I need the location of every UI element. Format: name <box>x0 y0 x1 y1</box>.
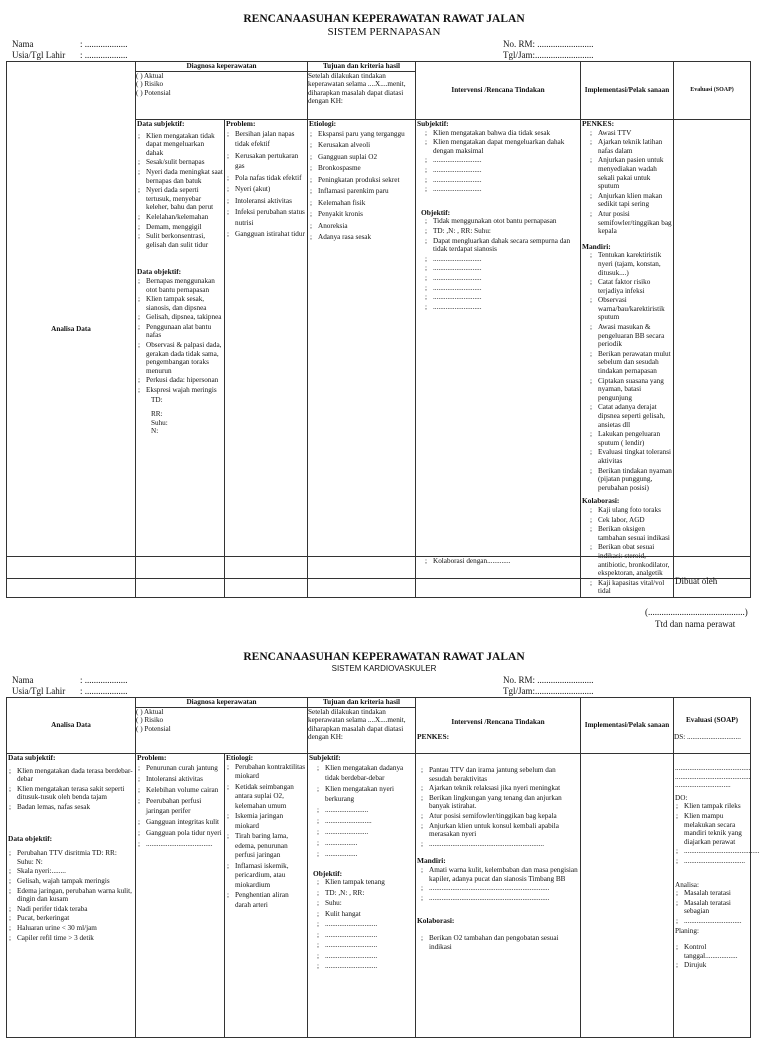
list-item: ; Nyeri (akut) <box>235 184 306 195</box>
signature-line[interactable]: (...........................................) <box>645 607 748 617</box>
form2-tujuan-intro: Setelah dilakukan tindakan keperawatan selama ....X....menit, diharapkan masalah dapat diatasi dengan KH: <box>308 707 406 742</box>
list-item: ; Perkusi dada: hipersonan <box>146 376 223 385</box>
form1-tujuan-intro: Setelah dilakukan tindakan keperawatan selama ....X....menit, diharapkan masalah dapat diatasi dengan KH: <box>308 71 406 106</box>
list-item: ; Sesak/sulit bernapas <box>146 158 223 167</box>
form1-diag-potensial[interactable]: ( ) Potensial <box>136 88 171 97</box>
list-item: ; Amati warna kulit, kelembaban dan masa pengisian kapiler, adanya pucat dan sianosis Timbang BB <box>429 866 579 883</box>
list-item: ; Tentukan karektiristik nyeri (tajam, konstan, ditusuk....) <box>598 251 672 277</box>
form1-usia-value[interactable]: : ................... <box>80 50 128 60</box>
list-item: ; Demam, menggigil <box>146 223 223 232</box>
table-cell[interactable] <box>136 557 225 579</box>
form2-implementasi-cell[interactable] <box>581 754 674 1038</box>
form1-head-tujuan: Tujuan dan kriteria hasil <box>308 62 415 72</box>
list-item: ; Penyakit kronis <box>318 209 414 220</box>
form2-rm[interactable]: No. RM: ......................... <box>503 675 594 685</box>
form2-eval-ds-dots[interactable]: ............................... <box>675 781 731 790</box>
list-item: ; Pola nafas tidak efektif <box>235 173 306 184</box>
form2-kolab-head: Kolaborasi: <box>417 916 455 926</box>
list-item: ; Anjurkan klien makan sedikit tapi sering <box>598 192 672 209</box>
list-item[interactable]: ; Masalah teratasi <box>684 889 749 898</box>
list-item[interactable]: ; ................................................................ <box>429 840 579 849</box>
form2-eval-analisa: Analisa: <box>675 880 699 889</box>
form2-etiologi-head: Etiologi: <box>226 753 254 762</box>
form1-implementasi-cell[interactable] <box>674 120 751 598</box>
form2-usia-value[interactable]: : ................... <box>80 686 128 696</box>
list-item[interactable]: ; .................................. <box>684 857 749 866</box>
list-item: ; Cek labor, AGD <box>598 516 672 525</box>
list-item: ; Klien tampak tenang <box>325 878 414 888</box>
list-item: ; Ekspansi paru yang terganggu <box>318 129 414 140</box>
list-item[interactable]: ; ............................. <box>325 962 414 972</box>
form1-penkes-head: PENKES: <box>582 119 615 128</box>
form2-subj-head: Subjektif: <box>309 753 341 762</box>
list-item: ; Infeksi perubahan status nutrisi <box>235 207 306 228</box>
list-item: ; TD: ,N: , RR: Suhu: <box>433 227 579 236</box>
form1-head-diagnosa-cell <box>136 62 308 120</box>
list-item: ; Berikan O2 tambahan dan pengobatan sesuai indikasi <box>429 934 579 951</box>
list-item: ; Klien mengatakan dapat mengeluarkan dahak dengan maksimal <box>433 138 579 155</box>
list-item: ; Kerusakan alveoli <box>318 140 414 151</box>
form1-problem-head: Problem: <box>226 119 256 128</box>
list-item: ; Anjurkan pasien untuk menyediakan wadah sekali pakai untuk sputum <box>598 156 672 190</box>
form1-ds-head: Data subjektif: <box>137 119 185 128</box>
vital-n: N: <box>151 427 159 436</box>
form2-penkes-head: PENKES: <box>417 731 450 741</box>
list-item: ; Awasi masukan & pengeluaran BB secara periodik <box>598 323 672 349</box>
list-item: ; Catat faktor risiko terjadiya infeksi <box>598 278 672 295</box>
form1-rm[interactable]: No. RM: ......................... <box>503 39 594 49</box>
list-item[interactable]: ; ..................................... <box>146 839 223 849</box>
list-item: ; TD: ,N: , RR: <box>325 889 414 899</box>
list-item: ; Gelisah, dipsnea, takipnea <box>146 313 223 322</box>
list-item[interactable]: ; ............................. <box>325 952 414 962</box>
form1-nama-label: Nama <box>12 39 34 49</box>
list-item: ; Nyeri dada seperti tertusuk, menyebar keleher, bahu dan perut <box>146 186 223 212</box>
list-item: ; Kaji ulang foto toraks <box>598 506 672 515</box>
list-item: ; Klien mengatakan dadanya tidak berdebar-debar <box>325 763 414 783</box>
list-item: ; Bernapas menggunakan otot bantu pernapasan <box>146 277 223 294</box>
list-item: ; Gelisah, wajah tampak meringis <box>17 877 134 886</box>
form2-subtitle: SISTEM KARDIOVASKULER <box>331 664 437 673</box>
form2-do-head: Data objektif: <box>8 833 53 843</box>
form2-head-implementasi: Implementasi/Pelak sanaan <box>581 698 674 754</box>
list-item: ; Haluaran urine < 30 ml/jam <box>17 924 134 933</box>
list-item[interactable]: ; ........................ <box>325 827 414 837</box>
vital-td: TD: <box>151 395 163 404</box>
list-item[interactable]: ; Masalah teratasi sebagian <box>684 899 749 916</box>
form2-nama-label: Nama <box>12 675 34 685</box>
vital-suhu: Suhu: <box>151 418 168 427</box>
list-item: ; Berikan tindakan nyaman (pijatan punggung, perubahan posisi) <box>598 467 672 493</box>
list-item: ; Pantau TTV dan irama jantung sebelum dan sesudah beraktivitas <box>429 766 579 783</box>
list-item[interactable]: ; ........................... <box>433 284 579 293</box>
list-item[interactable]: ; ........................ <box>325 805 414 815</box>
form1-nama-value[interactable]: : ................... <box>80 39 128 49</box>
form1-usia-label: Usia/Tgl Lahir <box>12 50 66 60</box>
form2-ds-head: Data subjektif: <box>8 753 56 762</box>
list-item: ; Klien tampak rileks <box>684 802 749 811</box>
form2-head-diagnosa: Diagnosa keperawatan <box>136 698 307 708</box>
list-item: ; Pucat, berkeringat <box>17 914 134 923</box>
list-item: ; Iskemia jaringan miokard <box>235 812 306 831</box>
list-item[interactable]: ; ........................... <box>433 274 579 283</box>
list-item: ; Suhu: <box>325 899 414 909</box>
list-item: ; Capiler refil time > 3 detik <box>17 934 134 943</box>
list-item: ; Bronkospasme <box>318 163 414 174</box>
form2-eval-ds-dots[interactable]: .......................................... <box>675 772 751 781</box>
form1-title: RENCANAASUHAN KEPERAWATAN RAWAT JALAN <box>243 13 525 25</box>
form2-mandiri-head: Mandiri: <box>417 856 446 866</box>
list-item[interactable]: ; ........................... <box>433 176 579 185</box>
list-item: ; Intoleransi aktivitas <box>235 196 306 207</box>
form1-continuation-table <box>6 556 751 579</box>
list-item: ; Perubahan TTV disritmia TD: RR: Suhu: N: <box>17 849 134 866</box>
list-item: ; Penggunaan alat bantu nafas <box>146 323 223 340</box>
list-item: ; Kerusakan pertukaran gas <box>235 151 306 172</box>
list-item[interactable]: ; ................................................................... <box>429 894 579 903</box>
list-item: ; Klien mengatakan tidak dapat mengeluarkan dahak <box>146 132 223 158</box>
form1-intervensi-cell <box>581 120 674 598</box>
list-item: ; Gangguan integritas kulit <box>146 817 223 827</box>
list-item: ; Skala nyeri:........ <box>17 867 134 876</box>
list-item: ; Peerubahan perfusi jaringan perifer <box>146 796 223 816</box>
list-item: ; Tidak menggunakan otot bantu pernapasan <box>433 217 579 226</box>
form2-etiologi-cell <box>225 754 308 1038</box>
list-item: ; Catat adanya derajat dipsnea seperti gelisah, ansietas dll <box>598 403 672 429</box>
list-item: ; Perubahan kontraktilitas miokard <box>235 763 306 782</box>
form2-evaluasi-cell <box>674 754 760 1038</box>
form1-care-table <box>6 61 751 598</box>
form1-do-head: Data objektif: <box>137 267 182 277</box>
list-item: ; Inflamasi parenkim paru <box>318 186 414 197</box>
list-item: ; Kelemahan fisik <box>318 198 414 209</box>
list-item[interactable]: ; ........................... <box>433 303 579 312</box>
form2-eval-do: DO: <box>675 793 688 802</box>
list-item: ; Kulit hangat <box>325 910 414 920</box>
list-item: ; Ketidak seimbangan antara suplai O2, kelemahan umum <box>235 783 306 812</box>
form2-head-evaluasi: Evaluasi (SOAP) <box>685 716 739 724</box>
form2-eval-ds[interactable]: DS: .............................. <box>674 732 741 741</box>
list-item: ; Klien tampak sesak, sianosis, dan dipsnea <box>146 295 223 312</box>
list-item: ; Lakukan pengeluaran sputum ( lendir) <box>598 430 672 447</box>
list-item: ; Evaluasi tingkat toleransi aktivitas <box>598 448 672 465</box>
list-item: ; Peningkatan produksi sekret <box>318 175 414 186</box>
form1-problem-cell <box>225 120 308 598</box>
form1-analisa-cell <box>136 120 225 598</box>
list-item: ; Intoleransi aktivitas <box>146 774 223 784</box>
list-item: ; Gangguan pola tidur nyeri <box>146 828 223 838</box>
list-item: ; Anoreksia <box>318 221 414 232</box>
list-item: ; Awasi TTV <box>598 129 672 138</box>
list-item: ; Berikan obat sesuai indikasi: steroid, antibiotic, bronkodilator, ekspektoran, analgetik <box>598 543 672 577</box>
form2-head-analisa: Analisa Data <box>7 698 136 754</box>
form2-analisa-cell <box>7 754 136 1038</box>
form1-kolab-head: Kolaborasi: <box>582 496 620 506</box>
form1-head-diagnosa: Diagnosa keperawatan <box>136 62 307 72</box>
list-item: ; Klien mengatakan bahwa dia tidak sesak <box>433 129 579 138</box>
list-item: ; Nyeri dada meningkat saat bernapas dan batuk <box>146 168 223 185</box>
list-item: ; Berikan oksigen tambahan sesuai indikasi <box>598 525 672 542</box>
list-item: ; Nadi perifer tidak teraba <box>17 905 134 914</box>
list-item[interactable]: ; ................................................................... <box>429 884 579 893</box>
list-item[interactable]: ; ........................... <box>433 185 579 194</box>
signature-label: Ttd dan nama perawat <box>655 619 736 629</box>
form2-head-diagnosa-cell <box>136 698 308 754</box>
list-item: ; Observasi warna/bau/karektiristik sputum <box>598 296 672 322</box>
list-item: ; Gangguan istirahat tidur <box>235 229 306 240</box>
list-item: ; Berikan perawatan mulut sebelum dan sesudah tindakan pernapasan <box>598 350 672 376</box>
list-item[interactable]: ; Dirujuk <box>684 961 749 970</box>
table-cell[interactable] <box>7 557 136 579</box>
list-item[interactable]: ; Kolaborasi dengan............. <box>433 557 579 566</box>
list-item: ; Adanya rasa sesak <box>318 232 414 243</box>
form2-title: RENCANAASUHAN KEPERAWATAN RAWAT JALAN <box>243 651 525 663</box>
list-item[interactable]: ; .......................................... <box>684 847 749 856</box>
list-item[interactable]: ; .................. <box>325 849 414 859</box>
list-item: ; Bersihan jalan napas tidak efektif <box>235 129 306 150</box>
form1-head-tujuan-cell <box>308 62 416 120</box>
list-item[interactable]: ; ........................... <box>433 156 579 165</box>
form1-etiologi-head: Etiologi: <box>309 119 337 128</box>
form2-diag-risiko[interactable]: ( ) Risiko <box>136 716 164 725</box>
form2-diag-potensial[interactable]: ( ) Potensial <box>136 724 171 733</box>
form2-eval-ds-dots[interactable]: .......................................... <box>675 764 751 772</box>
list-item[interactable]: ; ........................... <box>433 166 579 175</box>
list-item: ; Klien mengatakan nyeri berkurang <box>325 784 414 804</box>
list-item: ; Atur posisi semifowler/tinggikan bag kepala <box>598 210 672 236</box>
list-item[interactable]: ; Kontrol tanggal.................. <box>684 943 749 960</box>
list-item: ; Atur posisi semifowler/tinggikan bag kepala <box>429 812 579 821</box>
list-item[interactable]: ; .................. <box>325 838 414 848</box>
list-item[interactable]: ; .......................... <box>325 816 414 826</box>
form1-obj-head: Objektif: <box>421 207 451 217</box>
list-item: ; Dapat mengluarkan dahak secara sempurna dan tidak terdapat sianosis <box>433 237 579 254</box>
list-item: ; Ajarkan teknik latihan nafas dalam <box>598 138 672 155</box>
list-item[interactable]: ; ........................... <box>433 293 579 302</box>
form1-mandiri-head: Mandiri: <box>582 241 611 251</box>
form1-etiologi-cell <box>308 120 416 598</box>
signature-made-by: Dibuat oleh <box>675 576 718 586</box>
list-item: ; Badan lemas, nafas sesak <box>17 803 134 812</box>
list-item: ; Ciptakan suasana yang nyaman, batasi pengunjung <box>598 377 672 403</box>
form1-subj-head: Subjektif: <box>417 119 449 128</box>
list-item[interactable]: ; ........................... <box>433 255 579 264</box>
form2-diag-aktual[interactable]: ( ) Aktual <box>136 707 164 716</box>
form1-diag-aktual[interactable]: ( ) Aktual <box>136 71 164 80</box>
list-item[interactable]: ; ............................. <box>325 941 414 951</box>
list-item: ; Berikan lingkungan yang tenang dan anjurkan banyak istirahat. <box>429 794 579 811</box>
list-item: ; Kelelahan/kelemahan <box>146 213 223 222</box>
list-item: ; Klien mampu melakukan secara mandiri teknik yang diajarkan perawat <box>684 812 749 846</box>
vital-rr: RR: <box>151 410 163 419</box>
form2-intervensi-cell <box>416 754 581 1038</box>
list-item: ; Klien mengatakan dada terasa berdebar-debar <box>17 767 134 784</box>
table-cell[interactable] <box>308 557 416 579</box>
list-item: ; Ajarkan teknik relaksasi jika nyeri meningkat <box>429 784 579 793</box>
list-item: ; Observasi & palpasi dada, gerakan dada tidak sama, pengembangan toraks menurun <box>146 341 223 375</box>
form1-head-analisa: Analisa Data <box>7 62 136 598</box>
table-cell[interactable] <box>225 557 308 579</box>
form1-diag-risiko[interactable]: ( ) Risiko <box>136 80 164 89</box>
list-item[interactable]: ; ............................. <box>325 931 414 941</box>
list-item: ; Sulit berkonsentrasi, gelisah dan sulit tidur <box>146 232 223 249</box>
form1-tgl[interactable]: Tgl/Jam:.......................... <box>503 50 594 60</box>
form2-head-intervensi-cell <box>416 698 581 754</box>
list-item: ; Tirah baring lama, edema, penurunan perfusi jaringan <box>235 832 306 861</box>
list-item[interactable]: ; ............................. <box>325 920 414 930</box>
table-cell <box>416 557 581 579</box>
list-item: ; Penghentian aliran darah arteri <box>235 891 306 910</box>
form1-head-implementasi: Implementasi/Pelak sanaan <box>581 62 674 120</box>
list-item: ; Kelebihan volume cairan <box>146 785 223 795</box>
form2-care-table <box>6 697 760 1038</box>
list-item: ; Edema jaringan, perubahan warna kulit, dingin dan kusam <box>17 887 134 904</box>
form2-head-tujuan: Tujuan dan kriteria hasil <box>308 698 415 708</box>
list-item[interactable]: ; ........................... <box>433 264 579 273</box>
list-item: ; Inflamasi iskemik, pericardium, atau miokardium <box>235 862 306 891</box>
form2-tgl[interactable]: Tgl/Jam:.......................... <box>503 686 594 696</box>
list-item[interactable]: ; ................................ <box>684 917 749 926</box>
table-cell[interactable] <box>581 557 674 579</box>
list-item: ; Klien mengatakan terasa sakit seperti ditusuk-tusuk oleh benda tajam <box>17 785 134 802</box>
form2-nama-value[interactable]: : ................... <box>80 675 128 685</box>
form2-head-tujuan-cell <box>308 698 416 754</box>
form2-head-evaluasi-cell <box>674 698 751 754</box>
form2-eval-planing: Planing: <box>675 926 699 935</box>
form2-problem-cell <box>136 754 225 1038</box>
form2-obj-head: Objektif: <box>313 868 343 878</box>
list-item: ; Penurunan curah jantung <box>146 763 223 773</box>
form2-problem-head: Problem: <box>137 753 167 762</box>
form1-subtitle: SISTEM PERNAPASAN <box>327 26 441 38</box>
form1-head-evaluasi: Evaluasi (SOAP) <box>674 62 751 120</box>
form2-head-intervensi: Intervensi /Rencana Tindakan <box>451 717 545 726</box>
list-item: ; Gangguan suplai O2 <box>318 152 414 163</box>
list-item: ; Ekspresi wajah meringis <box>146 386 223 395</box>
list-item: ; Kaji kapasitas vital/vol tidal <box>598 579 672 596</box>
form2-tujuan-cell <box>308 754 416 1038</box>
list-item: ; Anjurkan klien untuk konsul kembali apabila merasakan nyeri <box>429 822 579 839</box>
form1-tujuan-cell <box>416 120 581 598</box>
form2-usia-label: Usia/Tgl Lahir <box>12 686 66 696</box>
form1-head-intervensi: Intervensi /Rencana Tindakan <box>416 62 581 120</box>
